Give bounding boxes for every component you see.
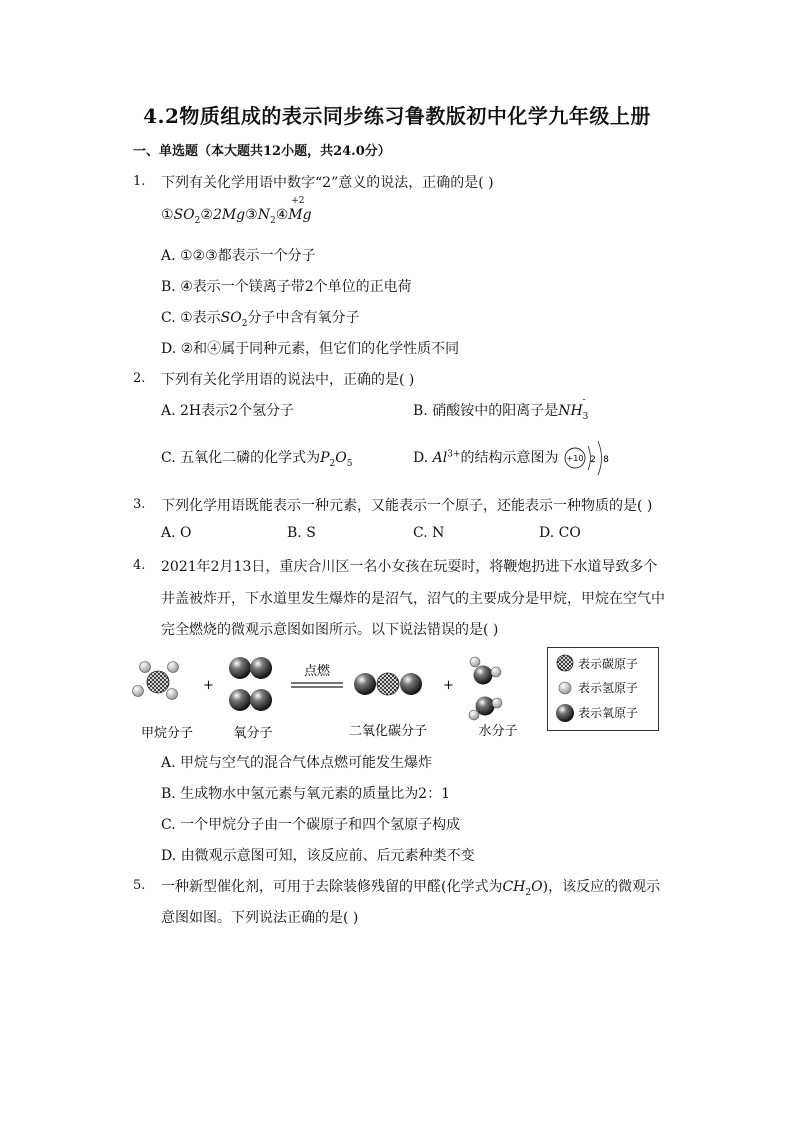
question-5-number: 5.: [133, 878, 146, 893]
carbon-atom-icon: [557, 655, 573, 671]
question-5-line-2: 意图如图。下列说法正确的是( ): [161, 910, 359, 926]
oxygen-molecules: [229, 657, 272, 711]
question-3-number: 3.: [133, 497, 146, 512]
question-4-line-1: 2021年2月13日，重庆合川区一名小女孩在玩耍时，将鞭炮扔进下水道导致多个: [161, 559, 658, 575]
methane-label: 甲烷分子: [140, 726, 194, 741]
section-heading: 一、单选题（本大题共12小题，共24.0分）: [133, 144, 391, 159]
question-4-line-2: 井盖被炸开，下水道里发生爆炸的是沼气，沼气的主要成分是甲烷，甲烷在空气中: [161, 591, 665, 607]
question-3-stem: 下列化学用语既能表示一种元素，又能表示一个原子，还能表示一种物质的是( ): [161, 498, 653, 514]
question-2-option-d: D. $Al^{3+}$的结构示意图为: [413, 449, 559, 466]
question-3-option-a: A. O: [161, 525, 192, 541]
question-2-option-b: B. 硝酸铵中的阳离子是NH - $_3$: [413, 395, 589, 422]
diagram-legend: [547, 647, 659, 731]
question-2-option-c: C. 五氧化二磷的化学式为$P_2O_5$: [161, 450, 353, 469]
question-2-option-a: A. 2H表示2个氢分子: [161, 403, 295, 419]
legend-oxygen: 表示氧原子: [578, 706, 639, 720]
nucleus-charge: +10: [566, 454, 584, 463]
water-molecules: [469, 657, 502, 720]
question-2-stem: 下列有关化学用语的说法中，正确的是( ): [161, 372, 415, 388]
atom-structure-diagram: [562, 437, 612, 477]
question-4-option-d: D. 由微观示意图可知，该反应前、后元素种类不变: [161, 848, 475, 864]
question-4-option-c: C. 一个甲烷分子由一个碳原子和四个氢原子构成: [161, 817, 461, 833]
methane-molecule: [133, 662, 179, 700]
legend-carbon: 表示碳原子: [578, 657, 639, 671]
oxygen-atom-icon: [556, 704, 574, 722]
question-1-stem: 下列有关化学用语中数字“2”意义的说法，正确的是( ): [161, 175, 494, 191]
question-4-option-b: B. 生成物水中氢元素与氧元素的质量比为2：1: [161, 786, 451, 802]
oxygen-label: 氧分子: [233, 726, 273, 741]
question-4-option-a: A. 甲烷与空气的混合气体点燃可能发生爆炸: [161, 755, 433, 771]
question-3-option-c: C. N: [413, 525, 445, 541]
shell-arc-2: [598, 441, 602, 475]
co2-molecule: [354, 673, 422, 695]
plus-sign-1: +: [203, 678, 214, 693]
question-1-option-a: A. ①②③都表示一个分子: [161, 248, 316, 264]
legend-content: [548, 648, 658, 730]
hydrogen-atom-icon: [559, 682, 571, 694]
question-1-option-d: D. ②和④属于同种元素，但它们的化学性质不同: [161, 341, 460, 357]
co2-label: 二氧化碳分子: [348, 724, 428, 739]
reaction-diagram: [125, 648, 545, 743]
question-1-option-b: B. ④表示一个镁离子带2个单位的正电荷: [161, 279, 412, 295]
question-4-number: 4.: [133, 558, 146, 573]
question-1-formula: $①SO_2②2Mg③N_2④Mg$ +2: [161, 196, 312, 226]
question-2-number: 2.: [133, 371, 146, 386]
question-1-number: 1.: [133, 174, 146, 189]
question-1-option-c: C. ①表示$SO_2$分子中含有氧分子: [161, 310, 360, 329]
question-5-line-1: 一种新型催化剂，可用于去除装修残留的甲醛(化学式为$CH_2O$)，该反应的微观示: [161, 879, 661, 898]
question-3-option-d: D. CO: [539, 525, 581, 541]
question-4-line-3: 完全燃烧的微观示意图如图所示。以下说法错误的是( ): [161, 622, 499, 638]
reaction-condition: 点燃: [303, 664, 331, 679]
shell-2-electrons: 8: [603, 455, 609, 465]
page-title: 4.2物质组成的表示同步练习鲁教版初中化学九年级上册: [143, 104, 651, 128]
plus-sign-2: +: [443, 678, 454, 693]
question-3-option-b: B. S: [287, 525, 316, 541]
legend-hydrogen: 表示氢原子: [578, 681, 639, 695]
water-label: 水分子: [478, 724, 518, 739]
shell-1-electrons: 2: [590, 455, 596, 465]
